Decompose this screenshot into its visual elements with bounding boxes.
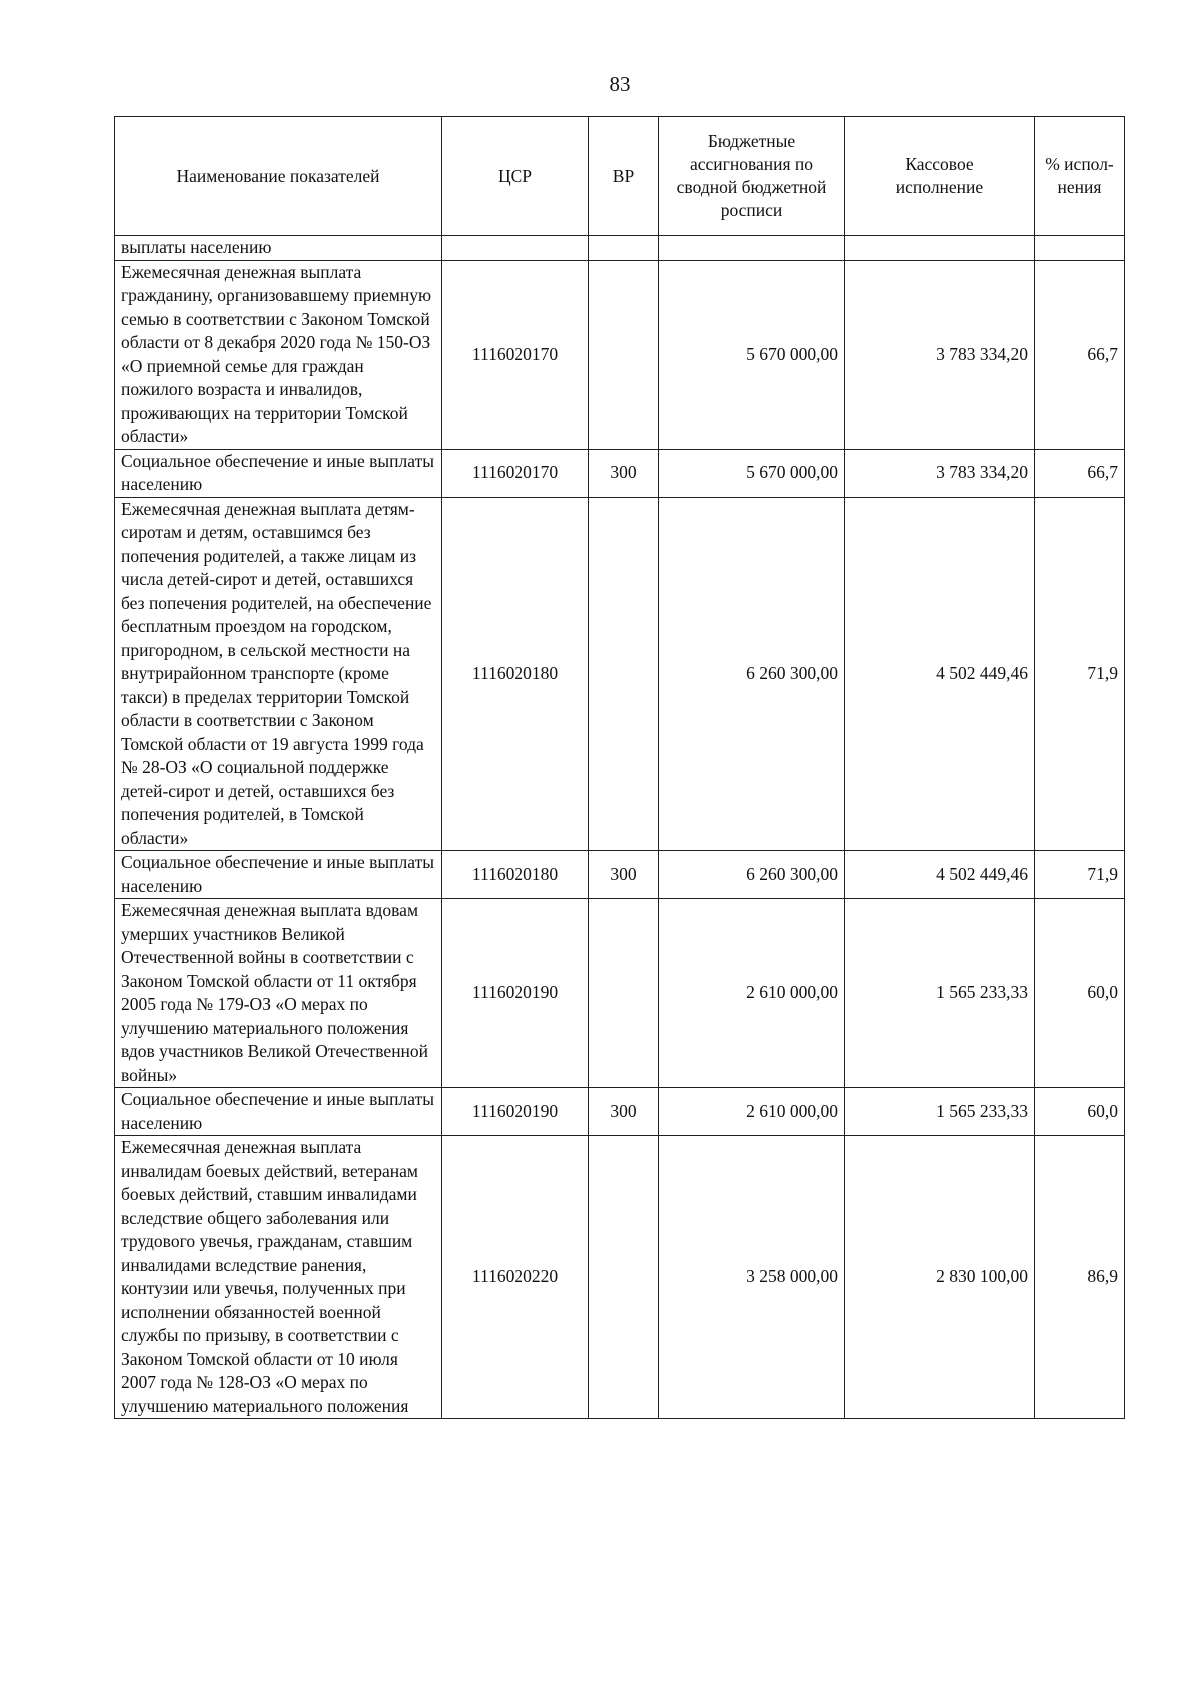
row-vr	[589, 236, 659, 261]
row-pct: 71,9	[1035, 851, 1125, 899]
row-cash: 2 830 100,00	[845, 1136, 1035, 1419]
page-number: 83	[609, 72, 631, 96]
table-row	[115, 851, 1125, 899]
row-vr: 300	[589, 449, 659, 497]
row-pct: 66,7	[1035, 449, 1125, 497]
table-row	[115, 236, 1125, 261]
row-name: Ежемесячная денежная выплата гражданину, организовавшему приемную семью в соответствии с Законом Томской области от 8 декабря 2020 года № 150-ОЗ «О приемной семье для граждан пожилого возраста и инвалидов, проживающих на территории Томской области»	[115, 260, 442, 449]
table-header-row	[115, 117, 1125, 236]
row-cash: 4 502 449,46	[845, 851, 1035, 899]
row-cash: 3 783 334,20	[845, 260, 1035, 449]
row-pct: 66,7	[1035, 260, 1125, 449]
row-csr: 1116020180	[442, 497, 589, 851]
row-name: Ежемесячная денежная выплата детям-сиротам и детям, оставшимся без попечения родителей, а также лицам из числа детей-сирот и детей, оставшихся без попечения родителей, на обеспечение бесплатным проездом на городском, пригородном, в сельской местности на внутрирайонном транспорте (кроме такси) в пределах территории Томской области в соответствии с Законом Томской области от 19 августа 1999 года № 28-ОЗ «О социальной поддержке детей-сирот и детей, оставшихся без попечения родителей, в Томской области»	[115, 497, 442, 851]
header-cash: Кассовое исполнение	[845, 117, 1035, 236]
row-budget: 2 610 000,00	[659, 1088, 845, 1136]
row-cash: 1 565 233,33	[845, 1088, 1035, 1136]
header-budget: Бюджетные ассигнования по сводной бюджетной росписи	[659, 117, 845, 236]
row-pct: 86,9	[1035, 1136, 1125, 1419]
table-row	[115, 449, 1125, 497]
row-csr	[442, 236, 589, 261]
header-pct: % испол-нения	[1035, 117, 1125, 236]
row-csr: 1116020170	[442, 260, 589, 449]
header-csr: ЦСР	[442, 117, 589, 236]
table-row	[115, 1088, 1125, 1136]
row-budget: 5 670 000,00	[659, 260, 845, 449]
row-csr: 1116020170	[442, 449, 589, 497]
row-cash: 4 502 449,46	[845, 497, 1035, 851]
row-name: Социальное обеспечение и иные выплаты населению	[115, 1088, 442, 1136]
row-cash: 3 783 334,20	[845, 449, 1035, 497]
row-csr: 1116020190	[442, 899, 589, 1088]
header-name: Наименование показателей	[115, 117, 442, 236]
table-row	[115, 1136, 1125, 1419]
row-vr: 300	[589, 1088, 659, 1136]
row-budget: 2 610 000,00	[659, 899, 845, 1088]
row-name: выплаты населению	[115, 236, 442, 261]
row-pct: 60,0	[1035, 1088, 1125, 1136]
table-row	[115, 260, 1125, 449]
table-row	[115, 899, 1125, 1088]
row-name: Ежемесячная денежная выплата вдовам умерших участников Великой Отечественной войны в соответствии с Законом Томской области от 11 октября 2005 года № 179-ОЗ «О мерах по улучшению материального положения вдов участников Великой Отечественной войны»	[115, 899, 442, 1088]
row-pct: 60,0	[1035, 899, 1125, 1088]
row-budget: 6 260 300,00	[659, 497, 845, 851]
row-csr: 1116020190	[442, 1088, 589, 1136]
row-budget: 5 670 000,00	[659, 449, 845, 497]
row-cash: 1 565 233,33	[845, 899, 1035, 1088]
row-vr: 300	[589, 851, 659, 899]
row-name: Социальное обеспечение и иные выплаты населению	[115, 449, 442, 497]
row-budget: 6 260 300,00	[659, 851, 845, 899]
row-name: Ежемесячная денежная выплата инвалидам боевых действий, ветеранам боевых действий, ставшим инвалидами вследствие общего заболевания или трудового увечья, гражданам, ставшим инвалидами вследствие ранения, контузии или увечья, полученных при исполнении обязанностей военной службы по призыву, в соответствии с Законом Томской области от 10 июля 2007 года № 128-ОЗ «О мерах по улучшению материального положения	[115, 1136, 442, 1419]
table-row	[115, 497, 1125, 851]
row-budget: 3 258 000,00	[659, 1136, 845, 1419]
row-csr: 1116020220	[442, 1136, 589, 1419]
row-vr	[589, 497, 659, 851]
row-budget	[659, 236, 845, 261]
row-name: Социальное обеспечение и иные выплаты населению	[115, 851, 442, 899]
header-vr: ВР	[589, 117, 659, 236]
row-csr: 1116020180	[442, 851, 589, 899]
row-vr	[589, 260, 659, 449]
budget-table	[114, 116, 1125, 1419]
row-pct: 71,9	[1035, 497, 1125, 851]
row-pct	[1035, 236, 1125, 261]
row-vr	[589, 899, 659, 1088]
row-vr	[589, 1136, 659, 1419]
row-cash	[845, 236, 1035, 261]
